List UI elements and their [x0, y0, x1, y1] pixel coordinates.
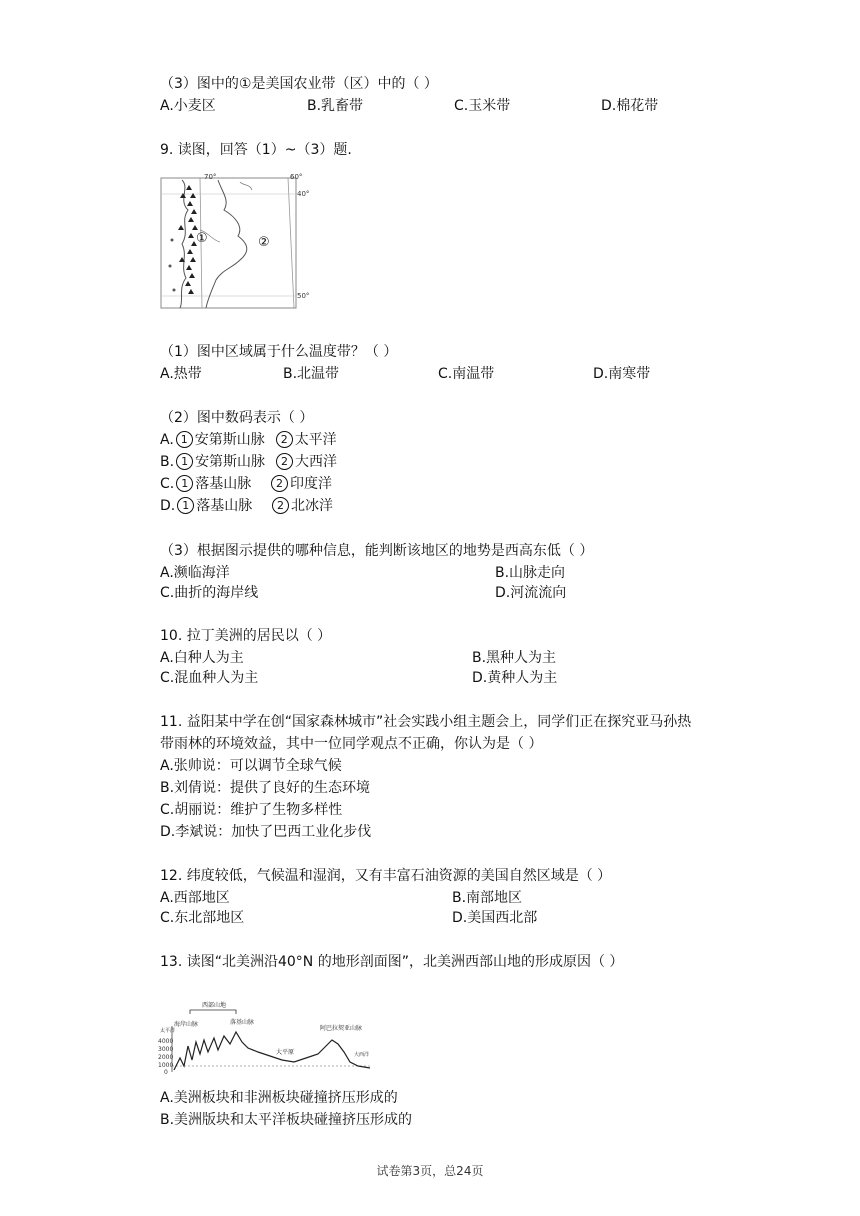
q11-option-c: C.胡丽说：维护了生物多样性 — [160, 802, 343, 818]
option-part-a: 安第斯山脉 — [195, 454, 266, 470]
q8-3-option-c: C.玉米带 — [454, 98, 511, 114]
y-tick-0: 0 — [164, 1069, 168, 1076]
q9-3-stem: （3）根据图示提供的哪种信息，能判断该地区的地势是西高东低（ ） — [160, 543, 594, 559]
y-tick-2000: 2000 — [158, 1054, 174, 1061]
q11-option-a: A.张帅说：可以调节全球气候 — [160, 758, 342, 774]
q9-2-stem: （2）图中数码表示（ ） — [160, 410, 314, 426]
q10-option-b: B.黑种人为主 — [472, 650, 557, 666]
label-great-plains: 大平原 — [276, 1049, 295, 1056]
q10-option-c: C.混血种人为主 — [160, 670, 259, 686]
map-label-70: 70° — [204, 173, 217, 181]
q10-stem: 10. 拉丁美洲的居民以（ ） — [160, 628, 332, 644]
q9-3-option-a: A.濒临海洋 — [160, 565, 230, 581]
option-letter: A. — [160, 432, 174, 448]
q11-option-d: D.李斌说：加快了巴西工业化步伐 — [160, 824, 372, 840]
q9-2-option-d — [160, 496, 333, 516]
option-part-b: 北冰洋 — [291, 498, 334, 514]
q11-option-b: B.刘倩说：提供了良好的生态环境 — [160, 780, 371, 796]
q8-3-option-d: D.棉花带 — [601, 98, 659, 114]
option-part-b: 印度洋 — [290, 476, 333, 492]
q13-option-b: B.美洲版块和太平洋板块碰撞挤压形成的 — [160, 1112, 413, 1128]
q8-3-option-a: A.小麦区 — [160, 98, 216, 114]
q10-option-a: A.白种人为主 — [160, 650, 244, 666]
q9-1-option-c: C.南温带 — [438, 366, 495, 382]
q8-3-stem: （3）图中的①是美国农业带（区）中的（ ） — [160, 76, 438, 92]
circle-2-icon: 2 — [271, 475, 288, 492]
q11-stem-line1: 11. 益阳某中学在创“国家森林城市”社会实践小组主题会上，同学们正在探究亚马孙热 — [160, 714, 692, 730]
q9-3-option-d: D.河流流向 — [495, 585, 567, 601]
option-part-a: 安第斯山脉 — [194, 432, 265, 448]
option-part-b: 太平洋 — [294, 432, 337, 448]
option-letter: C. — [160, 476, 175, 492]
q11-stem-line2: 带雨林的环境效益，其中一位同学观点不正确，你认为是（ ） — [160, 736, 543, 752]
circle-1-icon: 1 — [177, 497, 194, 514]
label-coast-range: 海岸山脉 — [174, 1021, 199, 1028]
q9-3-option-c: C.曲折的海岸线 — [160, 585, 259, 601]
option-letter: D. — [160, 498, 176, 514]
circle-2-icon: 2 — [276, 431, 293, 448]
q13-option-a: A.美洲板块和非洲板块碰撞挤压形成的 — [160, 1090, 398, 1106]
circle-2-icon: 2 — [276, 453, 293, 470]
option-letter: B. — [160, 454, 175, 470]
label-appalachian: 阿巴拉契亚山脉 — [320, 1025, 363, 1032]
south-america-map — [160, 170, 308, 310]
label-pacific: 太平洋 — [160, 1028, 176, 1034]
q12-option-b: B.南部地区 — [452, 890, 523, 906]
option-part-a: 落基山脉 — [195, 476, 252, 492]
q9-stem: 9. 读图，回答（1）~（3）题. — [160, 142, 352, 158]
option-part-a: 落基山脉 — [196, 498, 253, 514]
map-label-60: 60° — [290, 173, 303, 181]
label-atlantic: 大西洋 — [354, 1052, 370, 1058]
circle-2-icon: 2 — [272, 497, 289, 514]
circle-1-icon: 1 — [176, 475, 193, 492]
q8-3-option-b: B.乳畜带 — [307, 98, 364, 114]
label-western-mountains: 西部山地 — [202, 1002, 227, 1009]
q9-1-option-b: B.北温带 — [283, 366, 340, 382]
q9-1-option-d: D.南寒带 — [593, 366, 651, 382]
option-part-b: 大西洋 — [294, 454, 337, 470]
q12-stem: 12. 纬度较低，气候温和湿润，又有丰富石油资源的美国自然区域是（ ） — [160, 868, 612, 884]
map-mark-1: ① — [196, 231, 208, 246]
q9-1-stem: （1）图中区域属于什么温度带？（ ） — [160, 344, 398, 360]
q9-3-option-b: B.山脉走向 — [495, 565, 566, 581]
y-tick-4000: 4000 — [158, 1038, 174, 1045]
q9-2-option-c — [160, 474, 332, 494]
q12-option-c: C.东北部地区 — [160, 910, 245, 926]
circle-1-icon: 1 — [176, 453, 193, 470]
y-tick-1000: 1000 — [158, 1062, 174, 1069]
circle-1-icon: 1 — [176, 431, 193, 448]
terrain-profile-figure — [158, 996, 376, 1078]
q9-2-option-b — [160, 452, 337, 472]
q9-2-option-a — [160, 430, 337, 450]
y-tick-3000: 3000 — [158, 1046, 174, 1053]
map-label-50: 50° — [297, 292, 310, 300]
q10-option-d: D.黄种人为主 — [472, 670, 558, 686]
map-mark-2: ② — [258, 235, 270, 250]
label-rocky-mountains: 落基山脉 — [230, 1019, 255, 1026]
q13-stem: 13. 读图“北美洲沿40°N 的地形剖面图”，北美洲西部山地的形成原因（ ） — [160, 954, 624, 970]
page-footer: 试卷第3页，总24页 — [376, 1164, 484, 1178]
q12-option-d: D.美国西北部 — [452, 910, 538, 926]
q9-1-option-a: A.热带 — [160, 366, 202, 382]
q12-option-a: A.西部地区 — [160, 890, 230, 906]
map-label-40: 40° — [297, 190, 310, 198]
